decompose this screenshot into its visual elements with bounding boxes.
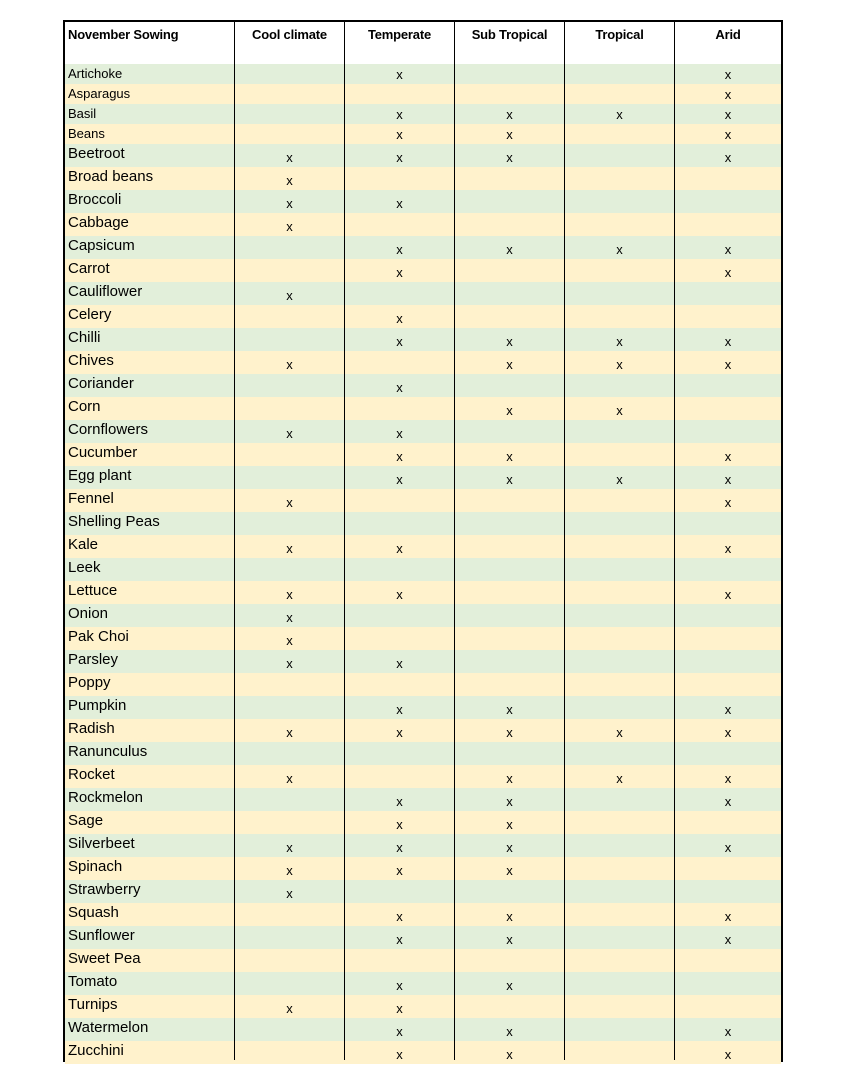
plant-name: Basil: [68, 106, 97, 121]
table-row: [65, 351, 781, 374]
plant-name: Beans: [68, 126, 105, 141]
table-body: [65, 64, 781, 1064]
mark-cool-climate: x: [286, 541, 293, 556]
mark-cool-climate: x: [286, 357, 293, 372]
mark-arid: x: [724, 794, 732, 809]
mark-sub-tropical: x: [506, 978, 513, 993]
plant-name: Coriander: [68, 375, 134, 392]
plant-name: Broad beans: [68, 168, 154, 185]
mark-tropical: x: [616, 771, 623, 786]
plant-name: Kale: [68, 536, 99, 553]
mark-cool-climate: x: [286, 610, 293, 625]
table-row: [65, 305, 781, 328]
mark-cool-climate: x: [286, 840, 293, 855]
sowing-table: [63, 20, 783, 1062]
table-row: [65, 604, 781, 627]
plant-name: Egg plant: [68, 467, 132, 484]
mark-sub-tropical: x: [506, 1024, 513, 1039]
plant-name: Pumpkin: [68, 697, 127, 714]
table-row: [65, 259, 781, 282]
mark-sub-tropical: x: [506, 840, 513, 855]
mark-tropical: x: [616, 725, 623, 740]
table-row: [65, 167, 781, 190]
mark-cool-climate: x: [286, 150, 293, 165]
table-row: [65, 673, 781, 696]
mark-cool-climate: x: [286, 426, 293, 441]
mark-temperate: x: [396, 817, 403, 832]
mark-sub-tropical: x: [506, 334, 513, 349]
table-row: [65, 489, 781, 512]
table-row: [65, 213, 781, 236]
table-row: [65, 374, 781, 397]
plant-name: Beetroot: [68, 145, 125, 162]
plant-name: Capsicum: [68, 237, 135, 254]
mark-sub-tropical: x: [506, 702, 513, 717]
table-row: [65, 696, 781, 719]
mark-temperate: x: [396, 311, 403, 326]
mark-temperate: x: [396, 932, 403, 947]
plant-name: Rocket: [68, 766, 115, 783]
mark-arid: x: [724, 127, 732, 142]
table-row: [65, 880, 781, 903]
plant-name: Leek: [68, 559, 101, 576]
table-row: [65, 512, 781, 535]
mark-cool-climate: x: [286, 587, 293, 602]
mark-sub-tropical: x: [506, 449, 513, 464]
header-cool-climate: Cool climate: [252, 27, 327, 42]
table-row: [65, 443, 781, 466]
table-row: [65, 104, 781, 124]
mark-sub-tropical: x: [506, 932, 513, 947]
mark-sub-tropical: x: [506, 794, 513, 809]
mark-sub-tropical: x: [506, 771, 513, 786]
header-sub-tropical: Sub Tropical: [471, 27, 548, 42]
mark-arid: x: [724, 67, 732, 82]
mark-tropical: x: [616, 242, 623, 257]
plant-name: Parsley: [68, 651, 119, 668]
mark-temperate: x: [396, 265, 403, 280]
table-row: [65, 64, 781, 84]
mark-arid: x: [724, 1047, 732, 1062]
mark-temperate: x: [396, 380, 403, 395]
mark-arid: x: [724, 541, 732, 556]
mark-sub-tropical: x: [506, 472, 513, 487]
plant-name: Cauliflower: [68, 283, 143, 300]
mark-temperate: x: [396, 840, 403, 855]
plant-name: Poppy: [68, 674, 111, 691]
mark-sub-tropical: x: [506, 242, 513, 257]
table-header: [65, 22, 781, 64]
plant-name: Cucumber: [68, 444, 138, 461]
mark-temperate: x: [396, 334, 403, 349]
plant-name: Sweet Pea: [68, 950, 141, 967]
table-row: [65, 581, 781, 604]
mark-sub-tropical: x: [506, 150, 513, 165]
plant-name: Strawberry: [68, 881, 141, 898]
mark-arid: x: [724, 334, 732, 349]
table-row: [65, 949, 781, 972]
plant-name: Ranunculus: [68, 743, 148, 760]
table-row: [65, 1018, 781, 1041]
mark-tropical: x: [616, 107, 623, 122]
table-row: [65, 535, 781, 558]
mark-arid: x: [724, 107, 732, 122]
mark-sub-tropical: x: [506, 107, 513, 122]
mark-temperate: x: [396, 472, 403, 487]
mark-arid: x: [724, 587, 732, 602]
mark-temperate: x: [396, 426, 403, 441]
plant-name: Onion: [68, 605, 109, 622]
mark-arid: x: [724, 87, 732, 102]
mark-sub-tropical: x: [506, 725, 513, 740]
plant-name: Sage: [68, 812, 104, 829]
mark-temperate: x: [396, 587, 403, 602]
mark-cool-climate: x: [286, 886, 293, 901]
mark-tropical: x: [616, 403, 623, 418]
mark-temperate: x: [396, 978, 403, 993]
table-row: [65, 857, 781, 880]
table-row: [65, 719, 781, 742]
table-row: [65, 903, 781, 926]
table-row: [65, 650, 781, 673]
mark-cool-climate: x: [286, 633, 293, 648]
mark-temperate: x: [396, 67, 403, 82]
table-row: [65, 558, 781, 581]
mark-arid: x: [724, 472, 732, 487]
table-row: [65, 972, 781, 995]
mark-cool-climate: x: [286, 656, 293, 671]
mark-temperate: x: [396, 107, 403, 122]
header-temperate: Temperate: [368, 27, 431, 42]
mark-temperate: x: [396, 127, 403, 142]
table-row: [65, 236, 781, 259]
mark-arid: x: [724, 265, 732, 280]
mark-arid: x: [724, 840, 732, 855]
mark-cool-climate: x: [286, 1001, 293, 1016]
mark-temperate: x: [396, 1024, 403, 1039]
plant-name: Watermelon: [68, 1019, 149, 1036]
mark-arid: x: [724, 150, 732, 165]
header-tropical: Tropical: [595, 27, 644, 42]
mark-sub-tropical: x: [506, 403, 513, 418]
plant-name: Lettuce: [68, 582, 118, 599]
mark-arid: x: [724, 357, 732, 372]
mark-temperate: x: [396, 794, 403, 809]
table-row: [65, 144, 781, 167]
mark-tropical: x: [616, 472, 623, 487]
plant-name: Spinach: [68, 858, 123, 875]
header-arid: Arid: [715, 27, 741, 42]
plant-name: Broccoli: [68, 191, 122, 208]
mark-temperate: x: [396, 863, 403, 878]
mark-cool-climate: x: [286, 495, 293, 510]
plant-name: Sunflower: [68, 927, 135, 944]
plant-name: Artichoke: [68, 66, 123, 81]
mark-arid: x: [724, 702, 732, 717]
table-row: [65, 926, 781, 949]
mark-temperate: x: [396, 656, 403, 671]
mark-cool-climate: x: [286, 288, 293, 303]
mark-temperate: x: [396, 702, 403, 717]
table-row: [65, 742, 781, 765]
plant-name: Cornflowers: [68, 421, 149, 438]
mark-sub-tropical: x: [506, 863, 513, 878]
table-row: [65, 627, 781, 650]
plant-name: Turnips: [68, 996, 118, 1013]
mark-cool-climate: x: [286, 173, 293, 188]
table-row: [65, 466, 781, 489]
table-row: [65, 190, 781, 213]
mark-sub-tropical: x: [506, 817, 513, 832]
mark-cool-climate: x: [286, 219, 293, 234]
plant-name: Asparagus: [68, 86, 131, 101]
plant-name: Rockmelon: [68, 789, 144, 806]
mark-temperate: x: [396, 196, 403, 211]
table-row: [65, 788, 781, 811]
mark-arid: x: [724, 1024, 732, 1039]
mark-arid: x: [724, 725, 732, 740]
mark-temperate: x: [396, 541, 403, 556]
mark-temperate: x: [396, 449, 403, 464]
table-row: [65, 84, 781, 104]
table-row: [65, 765, 781, 788]
mark-sub-tropical: x: [506, 357, 513, 372]
table-row: [65, 995, 781, 1018]
mark-arid: x: [724, 449, 732, 464]
mark-cool-climate: x: [286, 196, 293, 211]
mark-arid: x: [724, 242, 732, 257]
mark-cool-climate: x: [286, 725, 293, 740]
plant-name: Carrot: [68, 260, 110, 277]
plant-name: Corn: [68, 398, 101, 415]
plant-name: Pak Choi: [68, 628, 129, 645]
plant-name: Chives: [68, 352, 114, 369]
table-row: [65, 811, 781, 834]
plant-name: Celery: [68, 306, 112, 323]
table-row: [65, 282, 781, 305]
mark-arid: x: [724, 932, 732, 947]
mark-tropical: x: [616, 334, 623, 349]
mark-temperate: x: [396, 150, 403, 165]
table-row: [65, 328, 781, 351]
mark-sub-tropical: x: [506, 1047, 513, 1062]
mark-cool-climate: x: [286, 863, 293, 878]
plant-name: Tomato: [68, 973, 118, 990]
mark-sub-tropical: x: [506, 909, 513, 924]
mark-temperate: x: [396, 242, 403, 257]
mark-arid: x: [724, 909, 732, 924]
mark-temperate: x: [396, 725, 403, 740]
plant-name: Squash: [68, 904, 119, 921]
table-row: [65, 834, 781, 857]
mark-arid: x: [724, 495, 732, 510]
plant-name: Fennel: [68, 490, 114, 507]
plant-name: Zucchini: [68, 1042, 124, 1059]
mark-sub-tropical: x: [506, 127, 513, 142]
table-row: [65, 397, 781, 420]
header-title: November Sowing: [68, 27, 179, 42]
plant-name: Chilli: [68, 329, 101, 346]
mark-temperate: x: [396, 1001, 403, 1016]
mark-temperate: x: [396, 909, 403, 924]
table-row: [65, 1041, 781, 1064]
table-row: [65, 124, 781, 144]
mark-tropical: x: [616, 357, 623, 372]
plant-name: Radish: [68, 720, 115, 737]
mark-arid: x: [724, 771, 732, 786]
mark-cool-climate: x: [286, 771, 293, 786]
plant-name: Silverbeet: [68, 835, 135, 852]
mark-temperate: x: [396, 1047, 403, 1062]
table-row: [65, 420, 781, 443]
plant-name: Shelling Peas: [68, 513, 160, 530]
plant-name: Cabbage: [68, 214, 129, 231]
